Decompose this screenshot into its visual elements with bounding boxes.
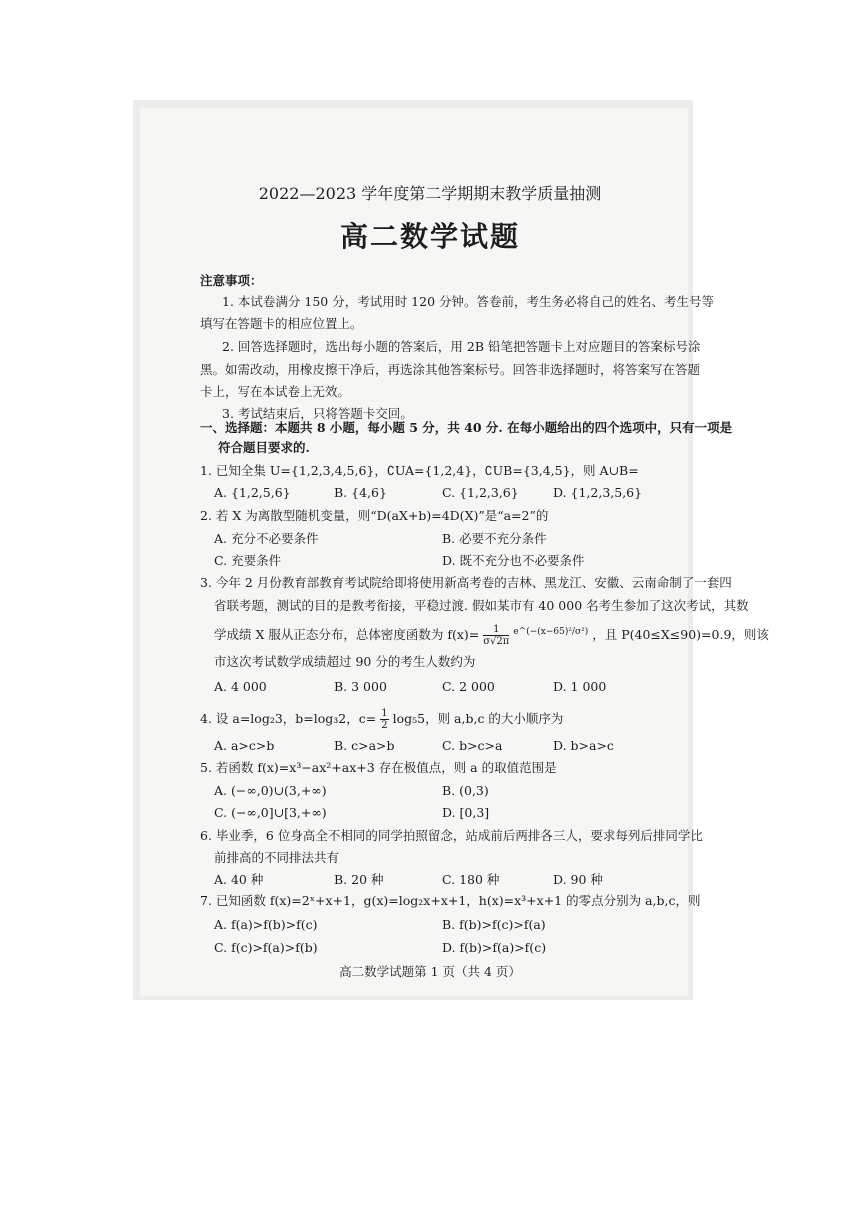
question-6-line-1: 6. 毕业季，6 位身高全不相同的同学拍照留念，站成前后两排各三人，要求每列后排同学比 [200,828,703,843]
note-3: 3. 考试结束后，只将答题卡交回。 [222,406,413,421]
note-2-line-2: 黑。如需改动，用橡皮擦干净后，再选涂其他答案标号。回答非选择题时，将答案写在答题 [200,362,701,377]
question-1-option-d: D. {1,2,3,5,6} [553,485,643,500]
page-footer: 高二数学试题第 1 页（共 4 页） [339,964,521,979]
question-3-option-a: A. 4 000 [214,679,267,694]
question-4-option-a: A. a>c>b [214,738,275,753]
question-7-option-a: A. f(a)>f(b)>f(c) [214,917,318,932]
question-4-option-d: D. b>a>c [553,738,614,753]
note-1-line-1: 1. 本试卷满分 150 分，考试用时 120 分钟。答卷前，考生务必将自己的姓名、考生号等 [222,294,715,309]
question-5-option-d: D. [0,3] [442,805,490,820]
question-5-stem: 5. 若函数 f(x)=x³−ax²+ax+3 存在极值点，则 a 的取值范围是 [200,760,557,775]
note-2-line-1: 2. 回答选择题时，选出每小题的答案后，用 2B 铅笔把答题卡上对应题目的答案标号涂 [222,339,701,354]
question-5-option-a: A. (−∞,0)∪(3,+∞) [214,783,327,798]
question-4-text-a: 4. 设 a=log₂3，b=log₃2，c= [200,711,377,726]
question-2-option-b: B. 必要不充分条件 [442,531,547,546]
question-3-text-a: 学成绩 X 服从正态分布，总体密度函数为 f(x)= [214,627,480,643]
question-2-option-c: C. 充要条件 [214,553,282,568]
question-3-option-c: C. 2 000 [442,679,495,694]
half-fraction-denominator: 2 [381,720,388,731]
question-7-option-c: C. f(c)>f(a)>f(b) [214,940,318,955]
question-7-option-b: B. f(b)>f(c)>f(a) [442,917,546,932]
density-exponent: e^(−(x−65)²/σ²) [513,627,589,637]
density-fraction-numerator: 1 [483,624,509,636]
question-2-option-a: A. 充分不必要条件 [214,531,319,546]
section-1-heading-cont: 符合题目要求的. [218,440,310,455]
question-5-option-c: C. (−∞,0]∪[3,+∞) [214,805,327,820]
question-2-option-d: D. 既不充分也不必要条件 [442,553,585,568]
section-1-heading: 一、选择题：本题共 8 小题，每小题 5 分，共 40 分. 在每小题给出的四个选项中，只有一项是 [200,420,733,435]
question-1-option-b: B. {4,6} [334,485,387,500]
question-3-option-d: D. 1 000 [553,679,607,694]
question-6-line-2: 前排高的不同排法共有 [214,850,340,865]
density-fraction-denominator: σ√2π [483,636,510,648]
question-3-line-2: 省联考题，测试的目的是教考衔接，平稳过渡. 假如某市有 40 000 名考生参加了这次考试，其数 [214,598,749,613]
half-fraction [380,708,388,731]
question-3-line-1: 3. 今年 2 月份教育部教育考试院给即将使用新高考卷的吉林、黑龙江、安徽、云南命制了一套四 [200,575,732,590]
question-3-option-b: B. 3 000 [334,679,387,694]
question-7-option-d: D. f(b)>f(a)>f(c) [442,940,547,955]
half-fraction-numerator: 1 [381,708,388,719]
note-2-line-3: 卡上，写在本试卷上无效。 [200,384,351,399]
notes-heading: 注意事项： [200,273,263,288]
exam-subtitle: 2022—2023 学年度第二学期期末教学质量抽测 [258,184,602,203]
question-6-option-b: B. 20 种 [334,872,384,887]
question-1-option-a: A. {1,2,5,6} [214,485,291,500]
question-6-option-d: D. 90 种 [553,872,603,887]
density-fraction [483,624,509,647]
question-4-stem [200,708,563,731]
question-5-option-b: B. (0,3) [442,783,489,798]
question-3-line-3 [214,624,769,647]
question-4-option-b: B. c>a>b [334,738,395,753]
question-4-text-b: log₅5，则 a,b,c 的大小顺序为 [392,711,564,726]
question-1-stem: 1. 已知全集 U={1,2,3,4,5,6}，∁UA={1,2,4}，∁UB={3,4,5}，则 A∪B= [200,463,639,478]
question-6-option-a: A. 40 种 [214,872,264,887]
note-1-line-2: 填写在答题卡的相应位置上。 [200,316,363,331]
question-7-stem: 7. 已知函数 f(x)=2ˣ+x+1，g(x)=log₂x+x+1，h(x)=x³+x+1 的零点分别为 a,b,c，则 [200,893,701,908]
question-4-option-c: C. b>c>a [442,738,503,753]
question-6-option-c: C. 180 种 [442,872,500,887]
question-1-option-c: C. {1,2,3,6} [442,485,519,500]
question-2-stem: 2. 若 X 为离散型随机变量，则“D(aX+b)=4D(X)”是“a=2”的 [200,508,549,523]
exam-title: 高二数学试题 [339,220,520,253]
question-3-text-b: ，且 P(40≤X≤90)=0.9，则该 [592,627,769,643]
question-3-line-4: 市这次考试数学成绩超过 90 分的考生人数约为 [214,654,476,669]
